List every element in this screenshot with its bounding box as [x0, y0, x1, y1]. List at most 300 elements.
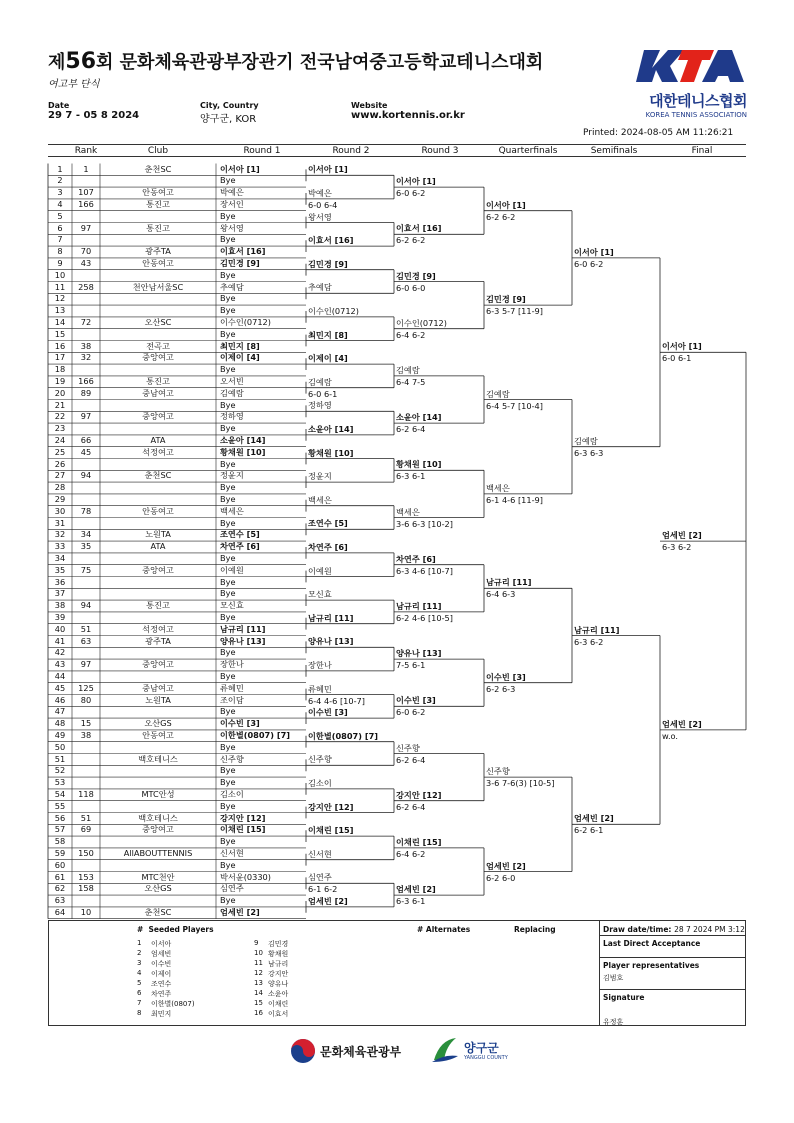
player-name[interactable]: Bye	[220, 777, 236, 788]
player-name[interactable]: 조이담	[220, 694, 244, 705]
player-rank: 35	[80, 541, 92, 552]
draw-row	[0, 813, 310, 825]
draw-row	[0, 447, 310, 459]
match-score: 6-3 4-6 [10-7]	[396, 565, 453, 576]
player-name[interactable]: Bye	[220, 552, 236, 563]
draw-number: 18	[54, 364, 66, 375]
draw-row	[0, 801, 310, 813]
draw-row	[0, 777, 310, 789]
draw-number: 51	[54, 753, 66, 764]
champion-name[interactable]: 엄세빈 [2]	[662, 530, 702, 541]
draw-number: 28	[54, 482, 66, 493]
qf-winner-name[interactable]: 남규리 [11]	[486, 577, 532, 588]
player-name[interactable]: 강지안 [12]	[220, 812, 266, 823]
match-score: 6-3 6-1	[396, 471, 426, 482]
player-name[interactable]: Bye	[220, 269, 236, 280]
player-club: 전곡고	[146, 340, 170, 351]
player-reps-label: Player representatives	[603, 961, 700, 970]
draw-number: 62	[54, 883, 66, 894]
player-rank: 94	[80, 470, 92, 481]
player-club: 안동여고	[142, 505, 174, 516]
player-name[interactable]: 왕서영	[220, 222, 244, 233]
draw-number: 54	[54, 788, 66, 799]
player-name[interactable]: Bye	[220, 576, 236, 587]
player-club: 백호테니스	[138, 753, 178, 764]
seed-player: 김민경	[268, 940, 289, 948]
round2-winner-name[interactable]: 최민지 [8]	[308, 329, 348, 340]
round2-winner-name[interactable]: 왕서영	[308, 211, 332, 222]
player-name[interactable]: Bye	[220, 328, 236, 339]
qf-winner-name[interactable]: 신주향	[486, 766, 510, 777]
round2-winner-name[interactable]: 신서현	[308, 848, 332, 859]
seed-player: 엄세빈	[151, 950, 172, 958]
draw-row	[0, 494, 310, 506]
seed-number: 2	[137, 949, 142, 957]
seed-number: 11	[254, 959, 263, 967]
draw-row	[0, 352, 310, 364]
player-name[interactable]: Bye	[220, 765, 236, 776]
draw-number: 21	[54, 399, 66, 410]
round2-winner-name[interactable]: 정윤지	[308, 471, 332, 482]
seed-player: 이효서	[268, 1010, 289, 1018]
qf-winner-name[interactable]: 김민경 [9]	[486, 294, 526, 305]
player-name[interactable]: 소윤아 [14]	[220, 434, 266, 445]
draw-row	[0, 730, 310, 742]
round2-winner-name[interactable]: 모신효	[308, 589, 332, 600]
player-rank: 75	[80, 564, 92, 575]
website-value[interactable]: www.kortennis.or.kr	[351, 110, 465, 121]
draw-row	[0, 742, 310, 754]
player-club: 중앙여고	[142, 564, 174, 575]
round3-winner-name[interactable]: 김예람	[396, 364, 420, 375]
player-club: 광주TA	[145, 635, 171, 646]
player-rep-name: 김범호	[603, 974, 624, 982]
match-score: 6-0 6-0	[396, 282, 426, 293]
draw-row	[0, 765, 310, 777]
player-name[interactable]: 엄세빈 [2]	[220, 906, 260, 917]
draw-number: 3	[57, 187, 63, 198]
player-club: ATA	[150, 541, 166, 552]
player-club: 중남여고	[142, 387, 174, 398]
player-rank: 125	[78, 682, 94, 693]
player-rank: 34	[80, 529, 92, 540]
player-rank: 97	[80, 659, 92, 670]
player-rank: 51	[80, 812, 92, 823]
draw-row	[0, 223, 310, 235]
seed-number: 13	[254, 979, 263, 987]
player-name[interactable]: Bye	[220, 364, 236, 375]
col-semifinals: Semifinals	[590, 146, 638, 156]
player-name[interactable]: 최민지 [8]	[220, 340, 260, 351]
seed-player: 남규리	[268, 960, 289, 968]
player-club: 오산GS	[144, 718, 172, 729]
player-name[interactable]: 남규리 [11]	[220, 623, 266, 634]
match-score: 6-2 6-2	[486, 211, 516, 222]
round3-winner-name[interactable]: 이채린 [15]	[396, 836, 442, 847]
player-name[interactable]: Bye	[220, 517, 236, 528]
player-rank: 15	[80, 718, 92, 729]
match-score: 6-3 5-7 [11-9]	[486, 306, 543, 317]
player-club: 오산SC	[144, 316, 172, 327]
player-name[interactable]: 류혜민	[220, 682, 244, 693]
draw-row	[0, 848, 310, 860]
player-name[interactable]: 김소이	[220, 788, 244, 799]
player-name[interactable]: 이수인(0712)	[220, 316, 271, 327]
draw-row	[0, 376, 310, 388]
draw-number: 53	[54, 777, 66, 788]
city-value: 양구군, KOR	[200, 114, 257, 125]
player-name[interactable]: Bye	[220, 482, 236, 493]
draw-number: 26	[54, 458, 66, 469]
draw-number: 46	[54, 694, 66, 705]
seed-player: 이제이	[151, 970, 172, 978]
player-name[interactable]: 차연주 [6]	[220, 541, 260, 552]
draw-row	[0, 341, 310, 353]
qf-winner-name[interactable]: 백세은	[486, 482, 510, 493]
final-winner-name[interactable]: 엄세빈 [2]	[662, 718, 702, 729]
player-name[interactable]: 이수빈 [3]	[220, 718, 260, 729]
draw-row	[0, 789, 310, 801]
draw-row	[0, 470, 310, 482]
player-name[interactable]: 박서윤(0330)	[220, 871, 271, 882]
draw-row	[0, 211, 310, 223]
player-rank: 72	[80, 316, 92, 327]
player-name[interactable]: 이채린 [15]	[220, 824, 266, 835]
seed-number: 16	[254, 1009, 263, 1017]
player-name[interactable]: 추예담	[220, 281, 244, 292]
round2-winner-name[interactable]: 차연주 [6]	[308, 541, 348, 552]
ministry-name: 문화체육관광부	[320, 1045, 402, 1059]
draw-row	[0, 577, 310, 589]
player-name[interactable]: 김민경 [9]	[220, 257, 260, 268]
draw-number: 42	[54, 647, 66, 658]
round2-winner-name[interactable]: 황채원 [10]	[308, 447, 354, 458]
player-name[interactable]: 박예은	[220, 187, 244, 198]
player-club: MTC천안	[141, 871, 175, 882]
draw-number: 56	[54, 812, 66, 823]
draw-number: 17	[54, 352, 66, 363]
qf-winner-name[interactable]: 김예람	[486, 388, 510, 399]
player-name[interactable]: Bye	[220, 458, 236, 469]
draw-number: 1	[57, 163, 63, 174]
printed-timestamp: Printed: 2024-08-05 AM 11:26:21	[583, 128, 734, 138]
player-rank: 258	[78, 281, 94, 292]
player-rank: 10	[80, 906, 92, 917]
player-club: AllABOUTTENNIS	[123, 847, 193, 858]
match-score: 6-3 6-3	[574, 447, 604, 458]
player-name[interactable]: 오서빈	[220, 375, 244, 386]
sf-winner-name[interactable]: 엄세빈 [2]	[574, 813, 614, 824]
round2-winner-name[interactable]: 엄세빈 [2]	[308, 895, 348, 906]
seeded-title: # Seeded Players	[137, 925, 214, 934]
player-name[interactable]: 장한나	[220, 659, 244, 670]
draw-row	[0, 553, 310, 565]
round2-winner-name[interactable]: 신주향	[308, 754, 332, 765]
draw-number: 2	[57, 175, 63, 186]
player-club: ATA	[150, 434, 166, 445]
player-name[interactable]: Bye	[220, 175, 236, 186]
seed-number: 1	[137, 939, 142, 947]
player-rank: 63	[80, 635, 92, 646]
match-score: 6-3 6-1	[396, 896, 426, 907]
player-name[interactable]: 이서아 [1]	[220, 163, 260, 174]
match-score: 6-2 6-4	[396, 801, 426, 812]
draw-row	[0, 671, 310, 683]
draw-number: 31	[54, 517, 66, 528]
player-name[interactable]: Bye	[220, 859, 236, 870]
player-name[interactable]: 정윤지	[220, 470, 244, 481]
seed-number: 12	[254, 969, 263, 977]
sf-winner-name[interactable]: 이서아 [1]	[574, 246, 614, 257]
player-name[interactable]: Bye	[220, 423, 236, 434]
round3-winner-name[interactable]: 이수빈 [3]	[396, 695, 436, 706]
player-name[interactable]: Bye	[220, 670, 236, 681]
round2-winner-name[interactable]: 이수빈 [3]	[308, 707, 348, 718]
player-name[interactable]: Bye	[220, 836, 236, 847]
round3-winner-name[interactable]: 김민경 [9]	[396, 270, 436, 281]
player-name[interactable]: 황채원 [10]	[220, 446, 266, 457]
player-name[interactable]: 심연주	[220, 883, 244, 894]
player-name[interactable]: Bye	[220, 895, 236, 906]
player-rank: 69	[80, 824, 92, 835]
match-score: 6-4 6-3	[486, 589, 516, 600]
draw-number: 30	[54, 505, 66, 516]
player-club: 노원TA	[145, 529, 171, 540]
player-name[interactable]: 모신효	[220, 600, 244, 611]
round3-winner-name[interactable]: 남규리 [11]	[396, 600, 442, 611]
draw-number: 33	[54, 541, 66, 552]
round2-winner-name[interactable]: 이한별(0807) [7]	[308, 730, 379, 741]
seed-number: 9	[254, 939, 259, 947]
round3-winner-name[interactable]: 차연주 [6]	[396, 553, 436, 564]
player-name[interactable]: Bye	[220, 305, 236, 316]
col-club: Club	[147, 146, 169, 156]
draw-number: 47	[54, 706, 66, 717]
qf-winner-name[interactable]: 이서아 [1]	[486, 199, 526, 210]
draw-number: 57	[54, 824, 66, 835]
player-club: 통진고	[146, 198, 170, 209]
player-rank: 43	[80, 257, 92, 268]
player-club: 중앙여고	[142, 659, 174, 670]
player-name[interactable]: Bye	[220, 588, 236, 599]
round3-winner-name[interactable]: 신주향	[396, 742, 420, 753]
match-score: 6-2 6-2	[396, 235, 426, 246]
draw-number: 5	[57, 210, 63, 221]
draw-row	[0, 293, 310, 305]
player-name[interactable]: Bye	[220, 706, 236, 717]
round2-winner-name[interactable]: 조연수 [5]	[308, 518, 348, 529]
draw-number: 48	[54, 718, 66, 729]
draw-row	[0, 695, 310, 707]
col-round3: Round 3	[421, 146, 459, 156]
round3-winner-name[interactable]: 양유나 [13]	[396, 648, 442, 659]
seed-number: 8	[137, 1009, 142, 1017]
seed-number: 7	[137, 999, 142, 1007]
draw-row	[0, 317, 310, 329]
sponsor-logos	[290, 1036, 520, 1066]
city-label: City, Country	[200, 101, 259, 110]
draw-number: 15	[54, 328, 66, 339]
draw-number: 22	[54, 411, 66, 422]
player-name[interactable]: Bye	[220, 647, 236, 658]
draw-number: 19	[54, 375, 66, 386]
round2-winner-name[interactable]: 백세은	[308, 494, 332, 505]
col-quarterfinals: Quarterfinals	[498, 146, 558, 156]
round2-winner-name[interactable]: 양유나 [13]	[308, 636, 354, 647]
player-club: 백호테니스	[138, 812, 178, 823]
player-club: 천안남서울SC	[132, 281, 184, 292]
qf-winner-name[interactable]: 엄세빈 [2]	[486, 860, 526, 871]
round3-winner-name[interactable]: 황채원 [10]	[396, 459, 442, 470]
round3-winner-name[interactable]: 소윤아 [14]	[396, 412, 442, 423]
match-score: 6-1 4-6 [11-9]	[486, 494, 543, 505]
footer-panel	[48, 920, 746, 1026]
draw-row	[0, 883, 310, 895]
draw-number: 44	[54, 670, 66, 681]
draw-row	[0, 329, 310, 341]
sf-winner-name[interactable]: 김예람	[574, 435, 598, 446]
qf-winner-name[interactable]: 이수빈 [3]	[486, 671, 526, 682]
draw-row	[0, 636, 310, 648]
player-rank: 51	[80, 623, 92, 634]
player-name[interactable]: 조연수 [5]	[220, 529, 260, 540]
player-club: 중앙여고	[142, 352, 174, 363]
draw-number: 7	[57, 234, 63, 245]
draw-number: 37	[54, 588, 66, 599]
draw-row	[0, 423, 310, 435]
round3-winner-name[interactable]: 엄세빈 [2]	[396, 884, 436, 895]
draw-number: 14	[54, 316, 66, 327]
seed-player: 이채린	[268, 1000, 289, 1008]
seed-player: 이서아	[151, 940, 172, 948]
draw-number: 49	[54, 729, 66, 740]
match-score: 6-2 6-1	[574, 825, 604, 836]
player-name[interactable]: 이한별(0807) [7]	[220, 729, 291, 740]
match-score: 6-3 6-2	[574, 636, 604, 647]
player-rank: 158	[78, 883, 94, 894]
player-name[interactable]: 이효서 [16]	[220, 246, 266, 257]
final-winner-name[interactable]: 이서아 [1]	[662, 341, 702, 352]
match-score: 6-2 6-4	[396, 424, 426, 435]
player-name[interactable]: 이예원	[220, 564, 244, 575]
draw-row	[0, 754, 310, 766]
draw-row	[0, 482, 310, 494]
player-name[interactable]: 신서현	[220, 847, 244, 858]
round3-winner-name[interactable]: 이서아 [1]	[396, 176, 436, 187]
round2-winner-name[interactable]: 강지안 [12]	[308, 801, 354, 812]
draw-number: 59	[54, 847, 66, 858]
seed-player: 소윤아	[268, 990, 289, 998]
round2-winner-name[interactable]: 김민경 [9]	[308, 258, 348, 269]
player-club: 춘천SC	[144, 163, 172, 174]
player-name[interactable]: 김예람	[220, 387, 244, 398]
round2-winner-name[interactable]: 이예원	[308, 565, 332, 576]
draw-row	[0, 506, 310, 518]
match-score: 6-0 6-1	[308, 388, 338, 399]
round2-winner-name[interactable]: 이서아 [1]	[308, 164, 348, 175]
round2-winner-name[interactable]: 남규리 [11]	[308, 612, 354, 623]
draw-row	[0, 234, 310, 246]
seed-number: 6	[137, 989, 142, 997]
draw-row	[0, 199, 310, 211]
draw-row	[0, 836, 310, 848]
seed-player: 강지안	[268, 970, 289, 978]
round2-winner-name[interactable]: 장한나	[308, 659, 332, 670]
player-name[interactable]: 이제이 [4]	[220, 352, 260, 363]
round2-winner-name[interactable]: 이채린 [15]	[308, 825, 354, 836]
draw-row	[0, 400, 310, 412]
draw-row	[0, 164, 310, 176]
draw-number: 10	[54, 269, 66, 280]
player-name[interactable]: 정하영	[220, 411, 244, 422]
round2-winner-name[interactable]: 이수인(0712)	[308, 305, 359, 316]
draw-row	[0, 706, 310, 718]
draw-row	[0, 860, 310, 872]
round2-winner-name[interactable]: 김소이	[308, 777, 332, 788]
draw-row	[0, 187, 310, 199]
player-name[interactable]: Bye	[220, 741, 236, 752]
seed-number: 15	[254, 999, 263, 1007]
round2-winner-name[interactable]: 정하영	[308, 400, 332, 411]
draw-number: 12	[54, 293, 66, 304]
round3-winner-name[interactable]: 백세은	[396, 506, 420, 517]
player-rank: 153	[78, 871, 94, 882]
draw-number: 39	[54, 611, 66, 622]
player-name[interactable]: 양유나 [13]	[220, 635, 266, 646]
draw-row	[0, 175, 310, 187]
player-name[interactable]: Bye	[220, 293, 236, 304]
round2-winner-name[interactable]: 박예은	[308, 187, 332, 198]
player-name[interactable]: Bye	[220, 611, 236, 622]
round2-winner-name[interactable]: 김예람	[308, 376, 332, 387]
player-name[interactable]: Bye	[220, 210, 236, 221]
match-score: 7-5 6-1	[396, 660, 426, 671]
logo-english: KOREA TENNIS ASSOCIATION	[645, 111, 747, 119]
draw-number: 16	[54, 340, 66, 351]
seed-player: 황채원	[268, 950, 289, 958]
player-name[interactable]: Bye	[220, 493, 236, 504]
player-name[interactable]: Bye	[220, 234, 236, 245]
player-name[interactable]: Bye	[220, 800, 236, 811]
draw-row	[0, 246, 310, 258]
round3-winner-name[interactable]: 이수인(0712)	[396, 317, 447, 328]
round3-winner-name[interactable]: 강지안 [12]	[396, 789, 442, 800]
draw-number: 64	[54, 906, 66, 917]
player-club: 중남여고	[142, 682, 174, 693]
player-rank: 70	[80, 246, 92, 257]
player-name[interactable]: 신주향	[220, 753, 244, 764]
round2-winner-name[interactable]: 추예담	[308, 282, 332, 293]
seed-number: 4	[137, 969, 142, 977]
player-name[interactable]: Bye	[220, 399, 236, 410]
player-rank: 166	[78, 375, 94, 386]
alternates-title: # Alternates	[417, 925, 471, 934]
player-name[interactable]: 백세은	[220, 505, 244, 516]
round2-winner-name[interactable]: 이효서 [16]	[308, 235, 354, 246]
seed-player: 차연주	[151, 990, 172, 998]
round2-winner-name[interactable]: 이제이 [4]	[308, 353, 348, 364]
round2-winner-name[interactable]: 소윤아 [14]	[308, 423, 354, 434]
round2-winner-name[interactable]: 류혜민	[308, 683, 332, 694]
draw-date-label: Draw date/time: 28 7 2024 PM 3:12	[603, 925, 745, 934]
round3-winner-name[interactable]: 이효서 [16]	[396, 223, 442, 234]
col-round1: Round 1	[243, 146, 281, 156]
player-club: 안동여고	[142, 729, 174, 740]
player-name[interactable]: 장서인	[220, 198, 244, 209]
sf-winner-name[interactable]: 남규리 [11]	[574, 624, 620, 635]
draw-row	[0, 659, 310, 671]
round2-winner-name[interactable]: 심연주	[308, 872, 332, 883]
